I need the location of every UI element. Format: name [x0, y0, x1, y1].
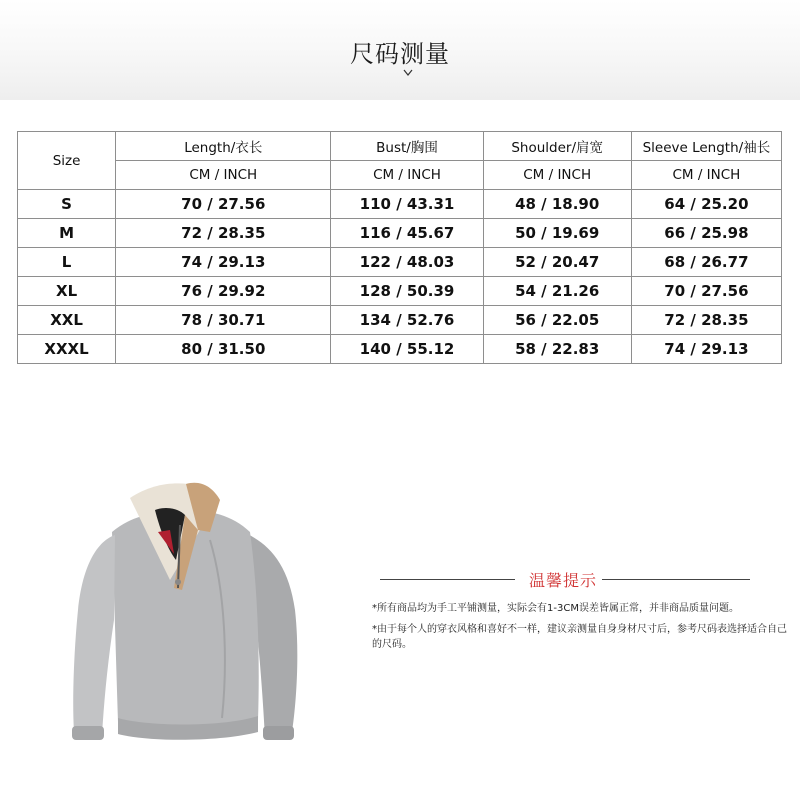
column-header-sleeve-length: Sleeve Length/袖长 — [631, 132, 781, 161]
size-label: M — [18, 219, 116, 248]
chevron-down-icon — [403, 68, 413, 78]
sleeve-length-value: 68 / 26.77 — [631, 248, 781, 277]
sleeve-length-value: 72 / 28.35 — [631, 306, 781, 335]
size-label: S — [18, 190, 116, 219]
length-value: 72 / 28.35 — [116, 219, 331, 248]
shoulder-value: 50 / 19.69 — [483, 219, 631, 248]
sleeve-length-value: 64 / 25.20 — [631, 190, 781, 219]
bust-value: 110 / 43.31 — [331, 190, 483, 219]
bust-value: 122 / 48.03 — [331, 248, 483, 277]
column-header-shoulder: Shoulder/肩宽 — [483, 132, 631, 161]
table-row — [18, 248, 782, 277]
sleeve-length-value: 70 / 27.56 — [631, 277, 781, 306]
unit-label: CM / INCH — [631, 161, 781, 190]
size-table — [17, 131, 782, 364]
tips-title-row — [380, 568, 750, 592]
column-header-length: Length/衣长 — [116, 132, 331, 161]
bust-value: 134 / 52.76 — [331, 306, 483, 335]
divider — [602, 579, 750, 580]
tip-item: *所有商品均为手工平铺测量，实际会有1-3CM误差皆属正常，并非商品质量问题。 — [372, 603, 739, 614]
bust-value: 128 / 50.39 — [331, 277, 483, 306]
unit-label: CM / INCH — [331, 161, 483, 190]
length-value: 70 / 27.56 — [116, 190, 331, 219]
unit-label: CM / INCH — [483, 161, 631, 190]
length-value: 74 / 29.13 — [116, 248, 331, 277]
column-header-bust: Bust/胸围 — [331, 132, 483, 161]
tips-title: 温馨提示 — [528, 571, 597, 590]
shoulder-value: 56 / 22.05 — [483, 306, 631, 335]
bust-value: 140 / 55.12 — [331, 335, 483, 364]
sweatshirt-product-image — [60, 470, 310, 770]
shoulder-value: 54 / 21.26 — [483, 277, 631, 306]
size-label: XXL — [18, 306, 116, 335]
table-row — [18, 190, 782, 219]
length-value: 80 / 31.50 — [116, 335, 331, 364]
length-value: 78 / 30.71 — [116, 306, 331, 335]
table-row — [18, 277, 782, 306]
tip-item: *由于每个人的穿衣风格和喜好不一样，建议亲测量自身身材尺寸后，参考尺码表选择适合自己的尺码。 — [372, 624, 787, 650]
length-value: 76 / 29.92 — [116, 277, 331, 306]
page-title: 尺码测量 — [350, 40, 450, 68]
unit-row — [18, 161, 782, 190]
size-column-header: Size — [18, 132, 116, 190]
size-label: L — [18, 248, 116, 277]
table-row — [18, 219, 782, 248]
shoulder-value: 52 / 20.47 — [483, 248, 631, 277]
table-row — [18, 306, 782, 335]
sleeve-length-value: 74 / 29.13 — [631, 335, 781, 364]
table-header-row — [18, 132, 782, 161]
sleeve-length-value: 66 / 25.98 — [631, 219, 781, 248]
table-row — [18, 335, 782, 364]
shoulder-value: 48 / 18.90 — [483, 190, 631, 219]
shoulder-value: 58 / 22.83 — [483, 335, 631, 364]
size-label: XL — [18, 277, 116, 306]
unit-label: CM / INCH — [116, 161, 331, 190]
bust-value: 116 / 45.67 — [331, 219, 483, 248]
divider — [380, 579, 515, 580]
size-label: XXXL — [18, 335, 116, 364]
